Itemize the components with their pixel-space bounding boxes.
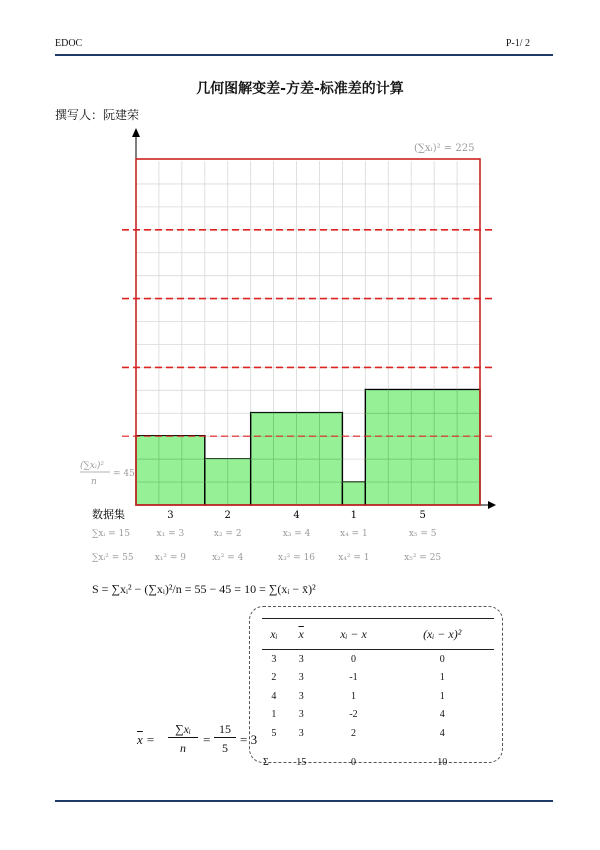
- header-left: EDOC: [55, 38, 83, 49]
- sum-x: 15: [296, 756, 307, 768]
- cell: 2: [351, 727, 357, 739]
- deviation-table: [262, 618, 494, 769]
- cell: 3: [298, 690, 304, 702]
- mean-formula-equals: =: [203, 732, 211, 747]
- table-sum-row: [262, 743, 494, 769]
- category-label: 2: [224, 510, 231, 521]
- cell: 4: [271, 690, 277, 702]
- sum-deviation: 0: [351, 756, 357, 768]
- header-squared-deviation: (xᵢ − x)²: [390, 619, 494, 650]
- mean-formula-frac-num: 15: [214, 722, 236, 738]
- category-label: 5: [419, 510, 426, 521]
- sum-square-label: ∑xᵢ² = 55: [92, 553, 134, 563]
- cell: 1: [271, 709, 277, 721]
- square-value-labels: [155, 553, 442, 563]
- cell: 5: [271, 727, 277, 739]
- header-rule: [55, 54, 553, 56]
- y-axis-arrow: [132, 128, 140, 137]
- cell: 1: [439, 690, 445, 702]
- table-row: [262, 706, 494, 725]
- cell: -1: [349, 672, 358, 684]
- mean-formula-lhs: $\overline{x}$ =: [137, 732, 155, 747]
- x-value-labels: [157, 529, 437, 539]
- header-page-number: P-1/ 2: [505, 38, 530, 49]
- bar-5: [365, 390, 480, 506]
- table-row: [262, 687, 494, 706]
- mean-formula-result: = 3: [240, 732, 258, 747]
- square-value-label: x₁² = 9: [154, 553, 187, 563]
- cell: 4: [439, 709, 445, 721]
- page-title: 几何图解变差-方差-标准差的计算: [196, 81, 404, 97]
- cell: -2: [349, 709, 358, 721]
- square-value-label: x₂² = 4: [212, 553, 244, 563]
- data-bars: [136, 390, 480, 506]
- mean-square-label-den: n: [91, 477, 97, 487]
- mean-square-label-top: (∑xᵢ)²: [80, 461, 104, 471]
- variation-formula: S = ∑xᵢ² − (∑xᵢ)²/n = 55 − 45 = 10 = ∑(xᵢ − x̄)²: [92, 582, 316, 596]
- x-axis-arrow: [488, 501, 496, 509]
- cell: 2: [271, 672, 277, 684]
- cell: 3: [298, 727, 304, 739]
- category-label: 3: [167, 510, 174, 521]
- square-value-label: x₄² = 1: [338, 553, 370, 563]
- category-label: 4: [293, 510, 300, 521]
- sum-squared-deviation: 10: [437, 756, 448, 768]
- mean-formula-frac-den: 5: [222, 741, 228, 755]
- category-labels: [167, 510, 426, 521]
- square-sum-label: (∑xᵢ)² = 225: [414, 143, 475, 154]
- footer-rule: [55, 800, 553, 802]
- sum-symbol: Σ: [263, 756, 269, 768]
- bar-3: [136, 436, 205, 505]
- x-value-label: x₄ = 1: [340, 529, 368, 539]
- bar-1: [342, 482, 365, 505]
- sum-x-label: ∑xᵢ = 15: [92, 529, 131, 539]
- mean-formula-den: n: [180, 741, 186, 755]
- dataset-row-label: 数据集: [92, 508, 125, 521]
- cell: 1: [351, 690, 357, 702]
- mean-square-label-value: = 45: [113, 469, 135, 479]
- table-header-row: [262, 619, 494, 650]
- author-line: 撰写人：阮建荣: [55, 108, 140, 122]
- cell: 4: [439, 727, 445, 739]
- x-value-label: x₂ = 2: [213, 529, 242, 539]
- x-value-label: x₁ = 3: [156, 529, 185, 539]
- cell: 0: [439, 653, 445, 665]
- x-value-label: x₃ = 4: [282, 529, 311, 539]
- cell: 3: [298, 672, 304, 684]
- header-deviation: xᵢ − x: [317, 619, 391, 650]
- cell: 3: [298, 709, 304, 721]
- table-row: [262, 650, 494, 669]
- table-row: [262, 669, 494, 688]
- cell: 1: [439, 672, 445, 684]
- header-mean: $\overline{x}$: [286, 619, 317, 650]
- cell: 3: [271, 653, 277, 665]
- cell: 3: [298, 653, 304, 665]
- cell: 0: [351, 653, 357, 665]
- x-value-label: x₅ = 5: [408, 529, 437, 539]
- square-value-label: x₃² = 16: [278, 553, 316, 563]
- header-xi: xᵢ: [262, 619, 286, 650]
- square-value-label: x₅² = 25: [404, 553, 442, 563]
- variance-figure: [0, 120, 600, 610]
- table-row: [262, 724, 494, 743]
- mean-formula-num: ∑xᵢ: [168, 722, 198, 738]
- category-label: 1: [350, 510, 358, 521]
